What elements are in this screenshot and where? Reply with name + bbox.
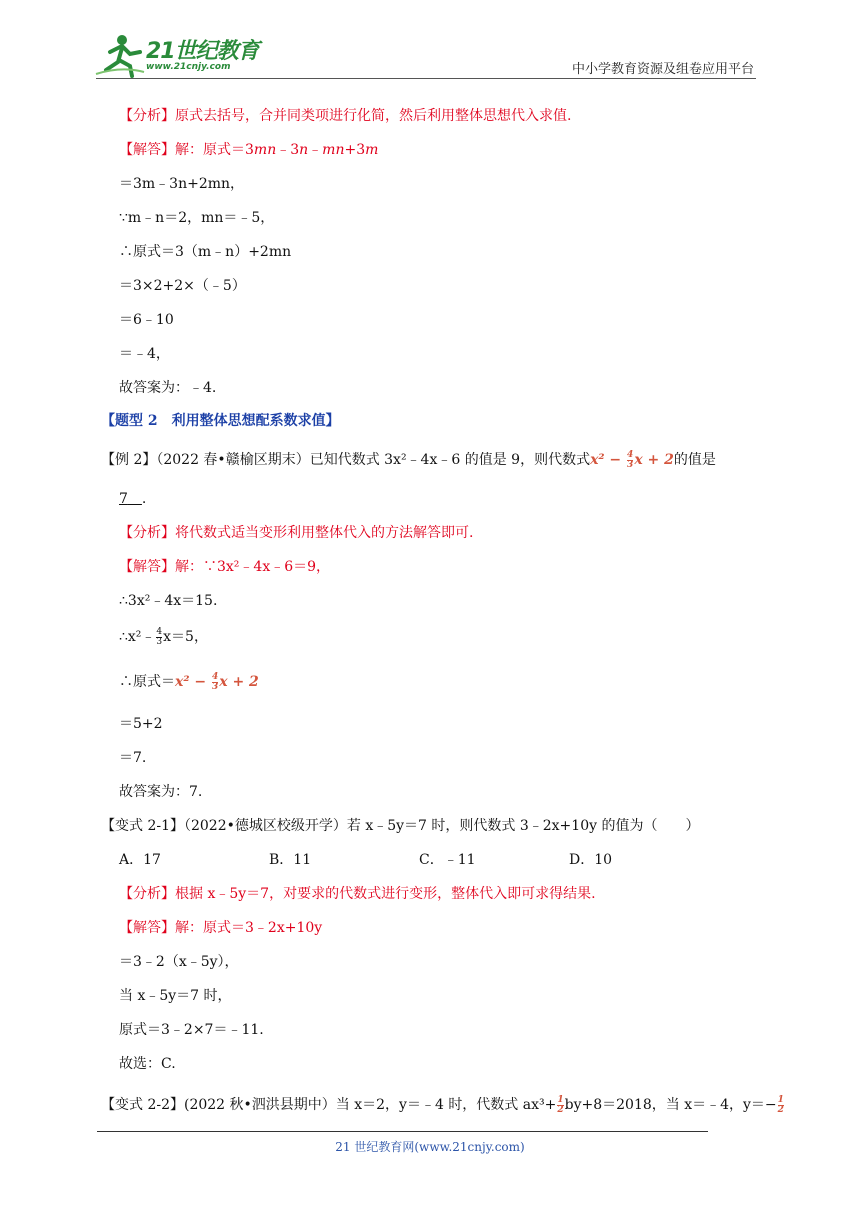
choice-options <box>119 850 719 870</box>
option-c: C．﹣11 <box>419 852 476 868</box>
example-2-question: 【例 2】（2022 春•赣榆区期末）已知代数式 3x²﹣4x﹣6 的值是 9，则代数式x² − $\frac{4}{3}$ x + 2的值是 <box>101 449 716 470</box>
logo-wordmark: 21世纪教育 <box>146 39 259 64</box>
analysis-2: 【分析】将代数式适当变形利用整体代入的方法解答即可. <box>119 525 474 541</box>
footer-text: 21 世纪教育网(www.21cnjy.com) <box>335 1140 525 1154</box>
header-tagline: 中小学教育资源及组卷应用平台 <box>571 62 754 77</box>
analysis-3: 【分析】根据 x﹣5y＝7，对要求的代数式进行变形，整体代入即可求得结果. <box>119 886 596 902</box>
variant-2-1-question: 【变式 2-1】（2022•德城区校级开学）若 x﹣5y＝7 时，则代数式 3﹣2x+10y 的值为（ ） <box>101 818 700 834</box>
answer-1: 故答案为：﹣4. <box>119 380 217 396</box>
solution-2-start: 【解答】解：∵3x²﹣4x﹣6＝9， <box>119 559 331 575</box>
solution-3-step: 原式＝3﹣2×7＝﹣11. <box>119 1022 264 1038</box>
solution-2-step: ∴x²﹣ $\frac{4}{3}$ x＝5， <box>119 626 208 647</box>
solution-1-step: ∴原式＝3（m﹣n）+2mn <box>119 244 292 260</box>
solution-2-step: ∴原式＝x² − $\frac{4}{3}$ x + 2 <box>119 671 259 692</box>
footer-divider <box>97 1131 708 1132</box>
answer-2: 故答案为：7. <box>119 784 203 800</box>
solution-2-step: ＝5+2 <box>119 716 163 732</box>
solution-1-step: ∵m﹣n＝2，mn＝﹣5， <box>119 210 275 226</box>
analysis-1: 【分析】原式去括号，合并同类项进行化简，然后利用整体思想代入求值. <box>119 108 572 124</box>
option-d: D．10 <box>569 852 613 868</box>
solution-2-step: ∴3x²﹣4x＝15. <box>119 593 218 609</box>
logo-url: www.21cnjy.com <box>146 62 231 72</box>
topic-heading: 【题型 2 利用整体思想配系数求值】 <box>101 413 340 429</box>
answer-3: 故选：C. <box>119 1056 176 1072</box>
solution-1-start: 【解答】解：原式＝3mn﹣3n﹣mn+3m <box>119 142 379 158</box>
header-divider <box>96 78 756 79</box>
solution-3-step: 当 x﹣5y＝7 时， <box>119 988 232 1004</box>
example-2-answer: 7 . <box>119 491 147 507</box>
solution-1-step: ＝3×2+2×（﹣5） <box>119 278 246 294</box>
math-expression: x² − $\frac{4}{3}$ x + 2 <box>590 449 674 470</box>
solution-1-step: ＝﹣4， <box>119 346 170 362</box>
solution-3-start: 【解答】解：原式＝3﹣2x+10y <box>119 920 323 936</box>
solution-1-step: ＝3m﹣3n+2mn， <box>119 176 245 192</box>
option-a: A．17 <box>119 852 161 868</box>
page-header <box>0 0 860 82</box>
solution-2-step: ＝7. <box>119 750 147 766</box>
solution-1-step: ＝6﹣10 <box>119 312 174 328</box>
solution-3-step: ＝3﹣2（x﹣5y）， <box>119 954 239 970</box>
variant-2-2-question: 【变式 2-2】(2022 秋•泗洪县期中）当 x＝2，y＝﹣4 时，代数式 ax³+ $\frac{1}{2}$ by+8＝2018，当 x＝﹣4，y＝− $\frac{1}{2}$ <box>101 1094 784 1115</box>
option-b: B．11 <box>269 852 312 868</box>
